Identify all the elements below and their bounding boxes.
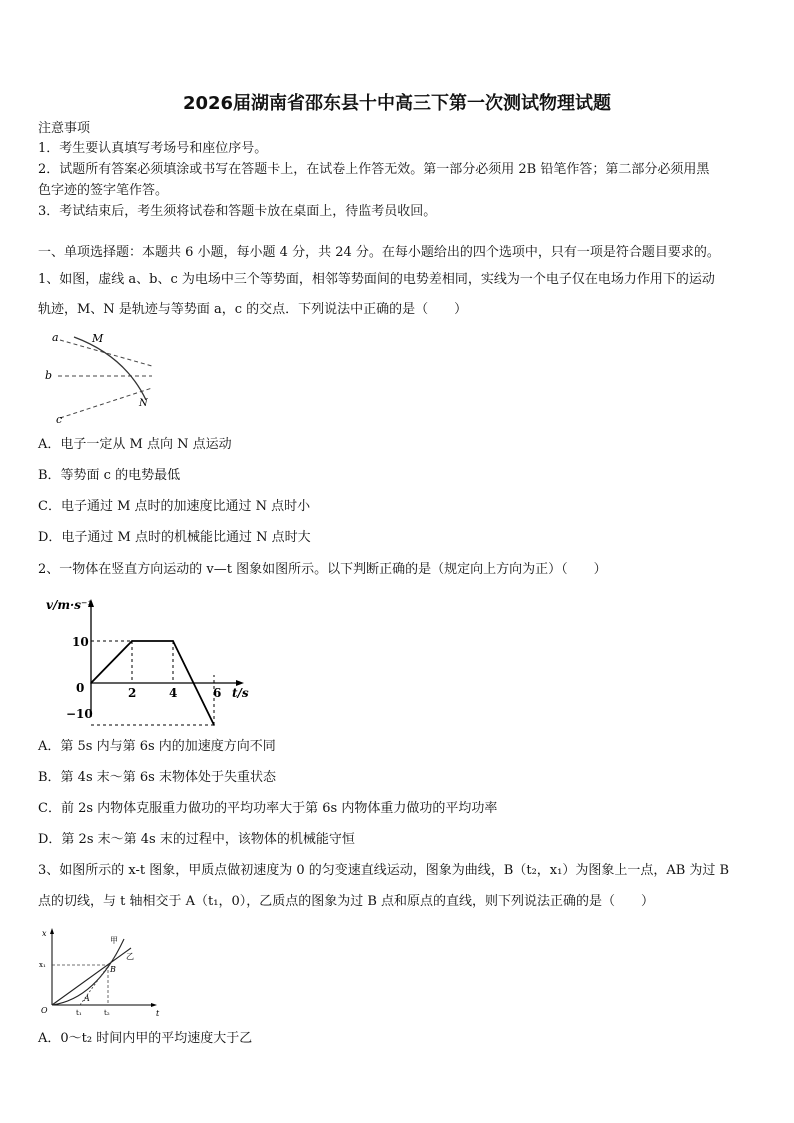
q2-option-b: B．第 4s 末～第 6s 末物体处于失重状态	[38, 770, 276, 785]
notice-line-3: 3．考试结束后，考生须将试卷和答题卡放在桌面上，待监考员收回。	[38, 204, 437, 219]
line-yi	[52, 948, 131, 1005]
q3-xt-figure	[36, 925, 166, 1019]
vt-point-1	[131, 640, 133, 642]
vt-xtick-4: 4	[169, 686, 178, 700]
label-n: N	[139, 398, 148, 409]
section-heading: 一、单项选择题：本题共 6 小题，每小题 4 分，共 24 分。在每小题给出的四个选项中，只有一项是符合题目要求的。	[38, 245, 720, 260]
label-m: M	[92, 332, 104, 345]
vt-xtick-2: 2	[128, 686, 137, 700]
q1-option-b: B．等势面 c 的电势最低	[38, 468, 181, 483]
xt-label-t1: t₁	[76, 1009, 82, 1017]
vt-point-2	[172, 640, 174, 642]
label-c: c	[56, 413, 63, 426]
xt-x-arrow	[50, 928, 54, 934]
q1-stem-line-2: 轨迹，M、N 是轨迹与等势面 a，c 的交点．下列说法中正确的是（ ）	[38, 302, 468, 317]
label-b: b	[45, 369, 53, 382]
notice-line-2-cont: 色字迹的签字笔作答。	[38, 183, 169, 198]
xt-label-x: x	[42, 929, 47, 938]
notice-heading: 注意事项	[38, 121, 91, 136]
q1-option-a: A．电子一定从 M 点向 N 点运动	[38, 437, 232, 452]
xt-t-arrow	[151, 1003, 157, 1007]
q1-stem-line-1: 1、如图，虚线 a、b、c 为电场中三个等势面，相邻等势面间的电势差相同，实线为一个电子仅在电场力作用下的运动	[38, 272, 715, 287]
electron-trajectory	[74, 337, 146, 400]
q1-option-d: D．电子通过 M 点时的机械能比通过 N 点时大	[38, 530, 311, 545]
q2-stem: 2、一物体在竖直方向运动的 v—t 图象如图所示。以下判断正确的是（规定向上方向为正）（ ）	[38, 562, 607, 577]
vt-ylabel: v/m·s⁻¹	[46, 598, 93, 612]
q3-stem-line-2: 点的切线，与 t 轴相交于 A（t₁，0），乙质点的图象为过 B 点和原点的直线，则下列说法正确的是（ ）	[38, 894, 655, 909]
vt-xtick-6: 6	[213, 686, 222, 700]
notice-line-2: 2．试题所有答案必须填涂或书写在答题卡上，在试卷上作答无效。第一部分必须用 2B 铅笔作答；第二部分必须用黑	[38, 162, 710, 177]
vt-point-3	[213, 724, 215, 726]
vt-ytick-pos: 10	[72, 635, 89, 649]
vt-point-0	[90, 682, 92, 684]
xt-label-a: A	[84, 994, 90, 1003]
vt-ytick-neg: −10	[66, 707, 93, 721]
q1-figure	[40, 326, 170, 426]
q2-option-c: C．前 2s 内物体克服重力做功的平均功率大于第 6s 内物体重力做功的平均功率	[38, 801, 498, 816]
xt-label-jia: 甲	[110, 936, 118, 945]
q2-option-d: D．第 2s 末～第 4s 末的过程中，该物体的机械能守恒	[38, 832, 355, 847]
xt-label-yi: 乙	[126, 952, 134, 961]
xt-label-b: B	[110, 965, 116, 974]
vt-xlabel: t/s	[232, 686, 249, 700]
q2-option-a: A．第 5s 内与第 6s 内的加速度方向不同	[38, 739, 276, 754]
notice-line-1: 1．考生要认真填写考场号和座位序号。	[38, 141, 268, 156]
q3-option-a: A．0～t₂ 时间内甲的平均速度大于乙	[38, 1031, 253, 1046]
xt-label-origin: O	[41, 1006, 48, 1015]
xt-label-t2: t₂	[104, 1009, 110, 1017]
q2-vt-chart	[34, 595, 264, 725]
label-a: a	[52, 331, 59, 344]
vt-origin: 0	[76, 681, 85, 695]
page-title: 2026届湖南省邵东县十中高三下第一次测试物理试题	[182, 93, 612, 114]
xt-label-t: t	[156, 1009, 160, 1018]
q1-option-c: C．电子通过 M 点时的加速度比通过 N 点时小	[38, 499, 311, 514]
xt-label-x1: x₁	[39, 961, 46, 969]
q3-stem-line-1: 3、如图所示的 x-t 图象，甲质点做初速度为 0 的匀变速直线运动，图象为曲线，B（t₂，x₁）为图象上一点，AB 为过 B	[38, 863, 730, 878]
